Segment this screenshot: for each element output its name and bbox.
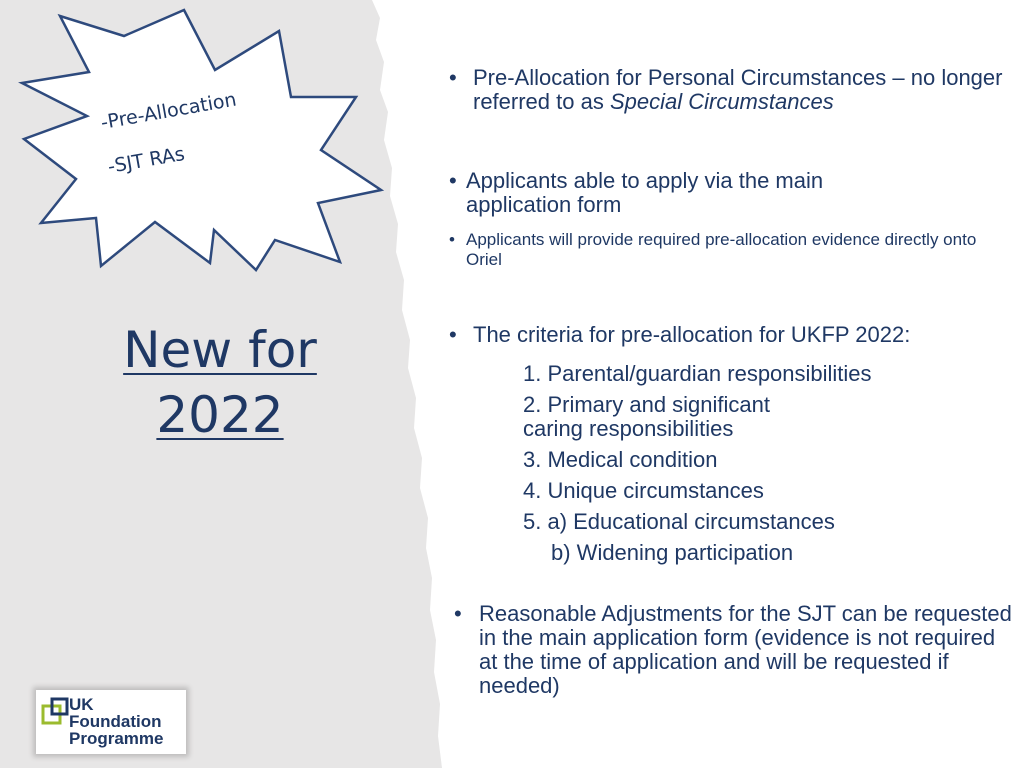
bullet-text <box>449 66 1019 114</box>
logo-line-3: Programme <box>69 729 164 748</box>
bullet-5-text: Reasonable Adjustments for the SJT can be requested in the main application form (evidence is not required at the time of application and will be requested if needed) <box>479 601 1012 698</box>
bullet-4-text: The criteria for pre-allocation for UKFP 2022: <box>473 322 911 347</box>
title-line-1: New for <box>123 321 317 379</box>
bullet-evidence-oriel <box>449 230 989 270</box>
bullet-dot: • <box>449 65 457 90</box>
bullet-2-text: Applicants able to apply via the main application form <box>466 168 824 217</box>
starburst-line-pre-allocation: -Pre-Allocation <box>99 88 239 134</box>
criteria-list <box>523 362 963 565</box>
bullet-dot: • <box>449 230 455 249</box>
criteria-item: 5. a) Educational circumstances <box>523 509 835 534</box>
logo-squares-icon <box>41 697 71 727</box>
bullet-criteria-heading <box>449 323 1009 347</box>
logo-line-1: UK <box>69 695 94 714</box>
title-line-2: 2022 <box>156 386 284 444</box>
bullet-pre-allocation-personal <box>449 66 1019 114</box>
page-title <box>60 318 380 448</box>
bullet-reasonable-adjustments <box>454 602 1014 698</box>
criteria-item: 1. Parental/guardian responsibilities <box>523 361 872 386</box>
starburst-badge <box>0 0 400 300</box>
logo-text <box>69 696 163 747</box>
logo-line-2: Foundation <box>69 712 162 731</box>
bullet-1-text: Pre-Allocation for Personal Circumstances – no longer referred to as <box>473 65 1003 114</box>
bullet-3-text: Applicants will provide required pre-allocation evidence directly onto Oriel <box>466 230 977 269</box>
criteria-item: 2. Primary and significant caring responsibilities <box>523 392 770 441</box>
uk-foundation-programme-logo <box>36 690 186 754</box>
criteria-item: b) Widening participation <box>551 540 794 565</box>
bullet-apply-main-form <box>449 169 919 217</box>
criteria-item: 4. Unique circumstances <box>523 478 764 503</box>
starburst-line-sjt-ras: -SJT RAs <box>106 142 187 178</box>
bullet-1-italic: Special Circumstances <box>609 89 834 114</box>
bullet-dot: • <box>449 168 457 193</box>
bullet-dot: • <box>449 322 457 347</box>
bullet-dot: • <box>454 601 462 626</box>
criteria-item: 3. Medical condition <box>523 447 718 472</box>
